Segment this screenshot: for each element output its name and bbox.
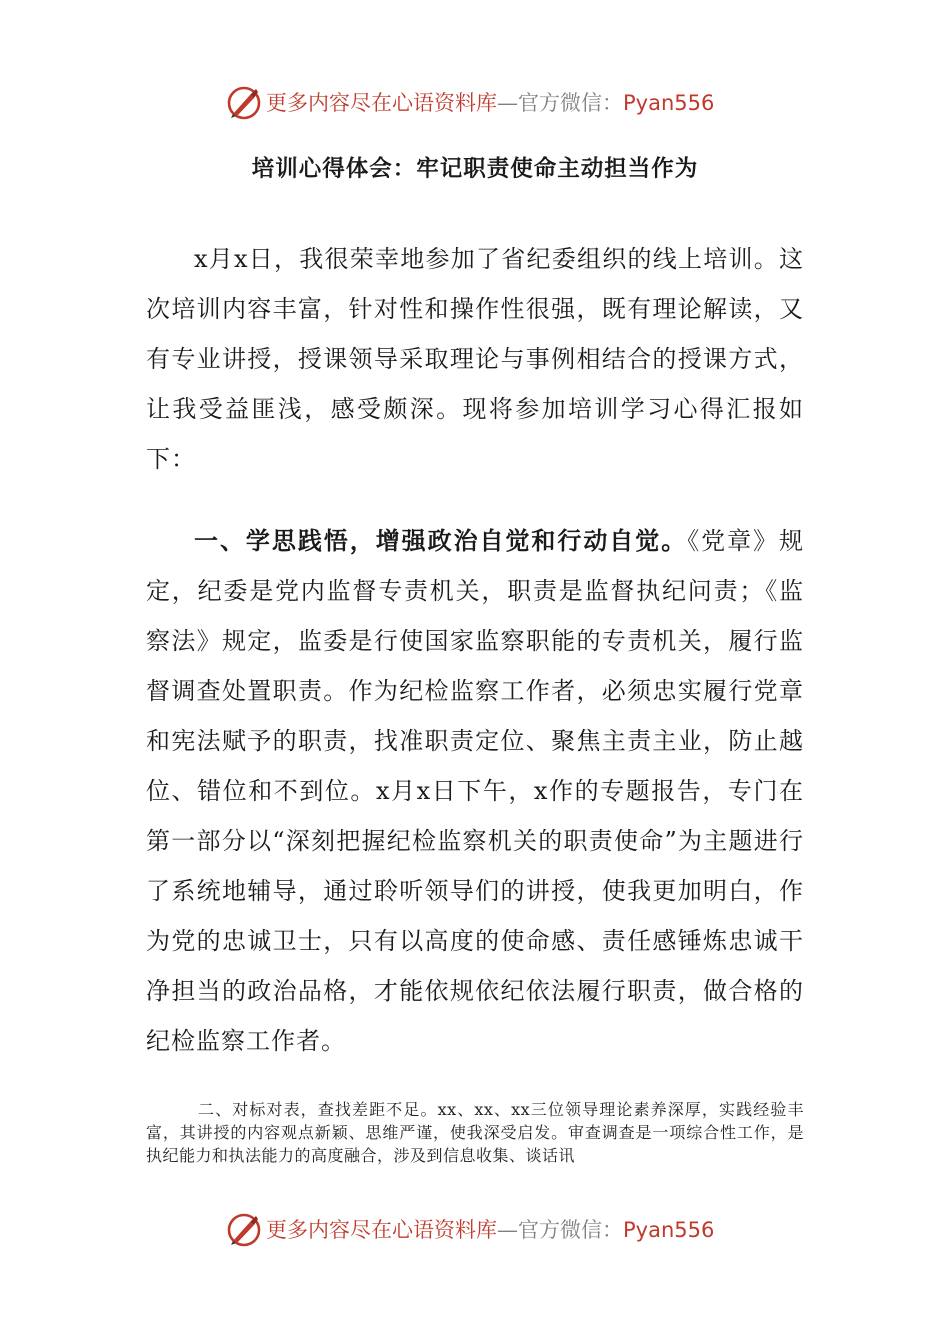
wechat-id: Pyan556 xyxy=(623,1218,715,1242)
header-banner xyxy=(0,83,950,123)
section1-heading: 一、学思践悟，增强政治自觉和行动自觉。 xyxy=(194,527,688,555)
site-name: 更多内容尽在心语资料库 xyxy=(266,91,497,115)
wechat-label: 官方微信： xyxy=(518,91,623,115)
banner-text xyxy=(266,1216,714,1244)
section2-paragraph: 二、对标对表，查找差距不足。xx、xx、xx三位领导理论素养深厚，实践经验丰富，其讲授的内容观点新颖、思维严谨，使我深受启发。审查调查是一项综合性工作，是执纪能力和执法能力的高度融合，涉及到信息收集、谈话讯 xyxy=(146,1100,804,1165)
section1-paragraph xyxy=(146,516,804,1066)
document-title: 培训心得体会：牢记职责使命主动担当作为 xyxy=(251,156,699,182)
section1-body: 《党章》规定，纪委是党内监督专责机关，职责是监督执纪问责；《监察法》规定，监委是行使国家监察职能的专责机关，履行监督调查处置职责。作为纪检监察工作者，必须忠实履行党章和宪法赋予的职责，找准职责定位、聚焦主责主业，防止越位、错位和不到位。x月x日下午，x作的专题报告，专门在第一部分以“深刻把握纪检监察机关的职责使命”为主题进行了系统地辅导，通过聆听领导们的讲授，使我更加明白，作为党的忠诚卫士，只有以高度的使命感、责任感锤炼忠诚干净担当的政治品格，才能依规依纪依法履行职责，做合格的纪检监察工作者。 xyxy=(146,527,805,1055)
banner-text xyxy=(266,89,714,117)
pen-logo-icon xyxy=(226,85,262,121)
wechat-id: Pyan556 xyxy=(623,91,715,115)
pen-logo-icon xyxy=(226,1212,262,1248)
footer-banner xyxy=(0,1210,950,1250)
banner-dash: — xyxy=(497,1218,518,1242)
wechat-label: 官方微信： xyxy=(518,1218,623,1242)
site-name: 更多内容尽在心语资料库 xyxy=(266,1218,497,1242)
intro-paragraph: x月x日，我很荣幸地参加了省纪委组织的线上培训。这次培训内容丰富，针对性和操作性很强，既有理论解读，又有专业讲授，授课领导采取理论与事例相结合的授课方式，让我受益匪浅，感受颇深。现将参加培训学习心得汇报如下： xyxy=(146,245,804,473)
banner-dash: — xyxy=(497,91,518,115)
